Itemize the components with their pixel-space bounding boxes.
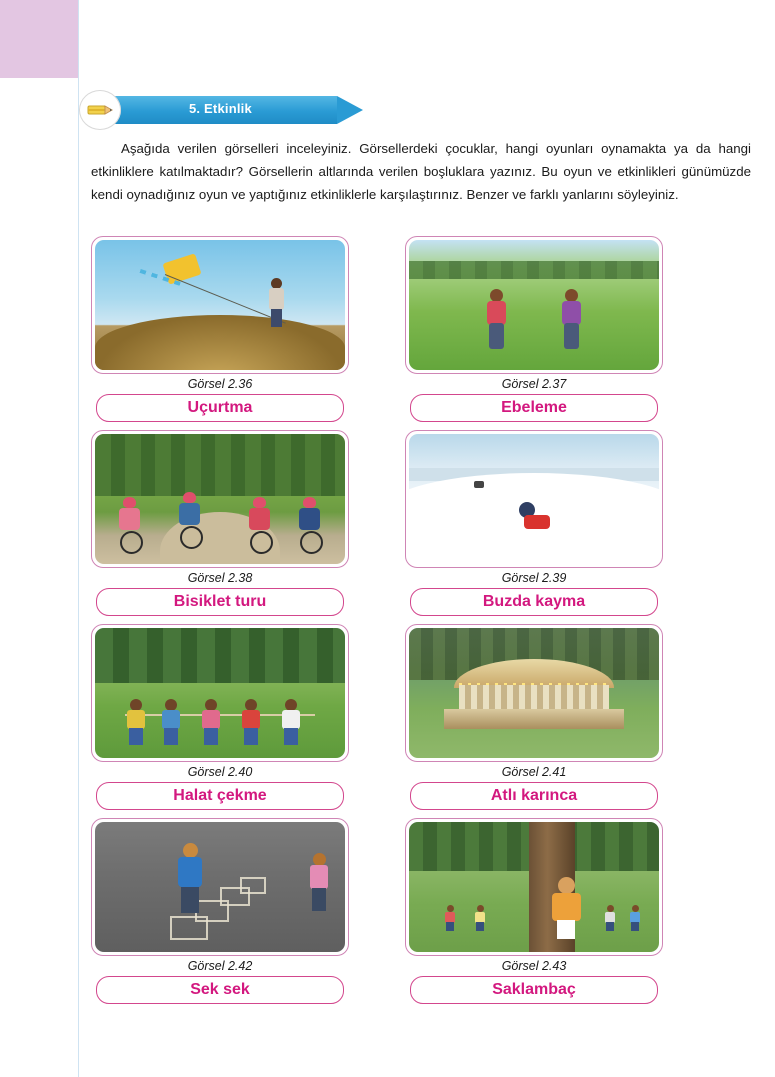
pencil-icon bbox=[86, 98, 114, 122]
grid-cell bbox=[405, 236, 663, 422]
activity-icon-circle bbox=[79, 90, 121, 130]
photo-caption: Görsel 2.43 bbox=[501, 959, 567, 973]
photo-sledding bbox=[409, 434, 659, 564]
photo-caption: Görsel 2.38 bbox=[187, 571, 253, 585]
grid-cell bbox=[405, 818, 663, 1004]
answer-field[interactable]: Ebeleme bbox=[410, 394, 658, 422]
decorative-corner-block bbox=[0, 0, 78, 78]
activity-grid bbox=[91, 236, 763, 1004]
photo-caption: Görsel 2.41 bbox=[501, 765, 567, 779]
photo-frame bbox=[91, 818, 349, 956]
photo-frame bbox=[91, 430, 349, 568]
photo-hopscotch bbox=[95, 822, 345, 952]
grid-cell bbox=[91, 430, 349, 616]
photo-frame bbox=[91, 236, 349, 374]
photo-caption: Görsel 2.40 bbox=[187, 765, 253, 779]
grid-cell bbox=[91, 818, 349, 1004]
photo-bike-tour bbox=[95, 434, 345, 564]
grid-cell bbox=[91, 624, 349, 810]
grid-cell bbox=[405, 624, 663, 810]
photo-frame bbox=[405, 430, 663, 568]
activity-label: 5. Etkinlik bbox=[189, 101, 252, 116]
page-content bbox=[79, 0, 775, 1077]
answer-field[interactable]: Halat çekme bbox=[96, 782, 344, 810]
photo-frame bbox=[405, 624, 663, 762]
photo-frame bbox=[405, 818, 663, 956]
answer-field[interactable]: Sek sek bbox=[96, 976, 344, 1004]
photo-frame bbox=[405, 236, 663, 374]
photo-carousel bbox=[409, 628, 659, 758]
answer-field[interactable]: Uçurtma bbox=[96, 394, 344, 422]
answer-field[interactable]: Atlı karınca bbox=[410, 782, 658, 810]
answer-field[interactable]: Saklambaç bbox=[410, 976, 658, 1004]
intro-paragraph: Aşağıda verilen görselleri inceleyiniz. Görsellerdeki çocuklar, hangi oyunları oynamakta ya da hangi etkinliklere katılmaktadır? Görsellerin altlarında verilen boşluklara yazınız. Bu oyun ve etkinlikleri günümüzde kendi oynadığınız oyun ve yaptığınız etkinliklerle karşılaştırınız. Benzer ve farklı yanlarını söyleyiniz. bbox=[91, 141, 751, 202]
photo-caption: Görsel 2.36 bbox=[187, 377, 253, 391]
answer-field[interactable]: Bisiklet turu bbox=[96, 588, 344, 616]
photo-tug-of-war bbox=[95, 628, 345, 758]
photo-tag-game bbox=[409, 240, 659, 370]
answer-field[interactable]: Buzda kayma bbox=[410, 588, 658, 616]
photo-caption: Görsel 2.39 bbox=[501, 571, 567, 585]
photo-caption: Görsel 2.37 bbox=[501, 377, 567, 391]
photo-caption: Görsel 2.42 bbox=[187, 959, 253, 973]
grid-cell bbox=[405, 430, 663, 616]
photo-frame bbox=[91, 624, 349, 762]
photo-kite bbox=[95, 240, 345, 370]
photo-hide-and-seek bbox=[409, 822, 659, 952]
activity-header bbox=[79, 96, 369, 124]
grid-cell bbox=[91, 236, 349, 422]
